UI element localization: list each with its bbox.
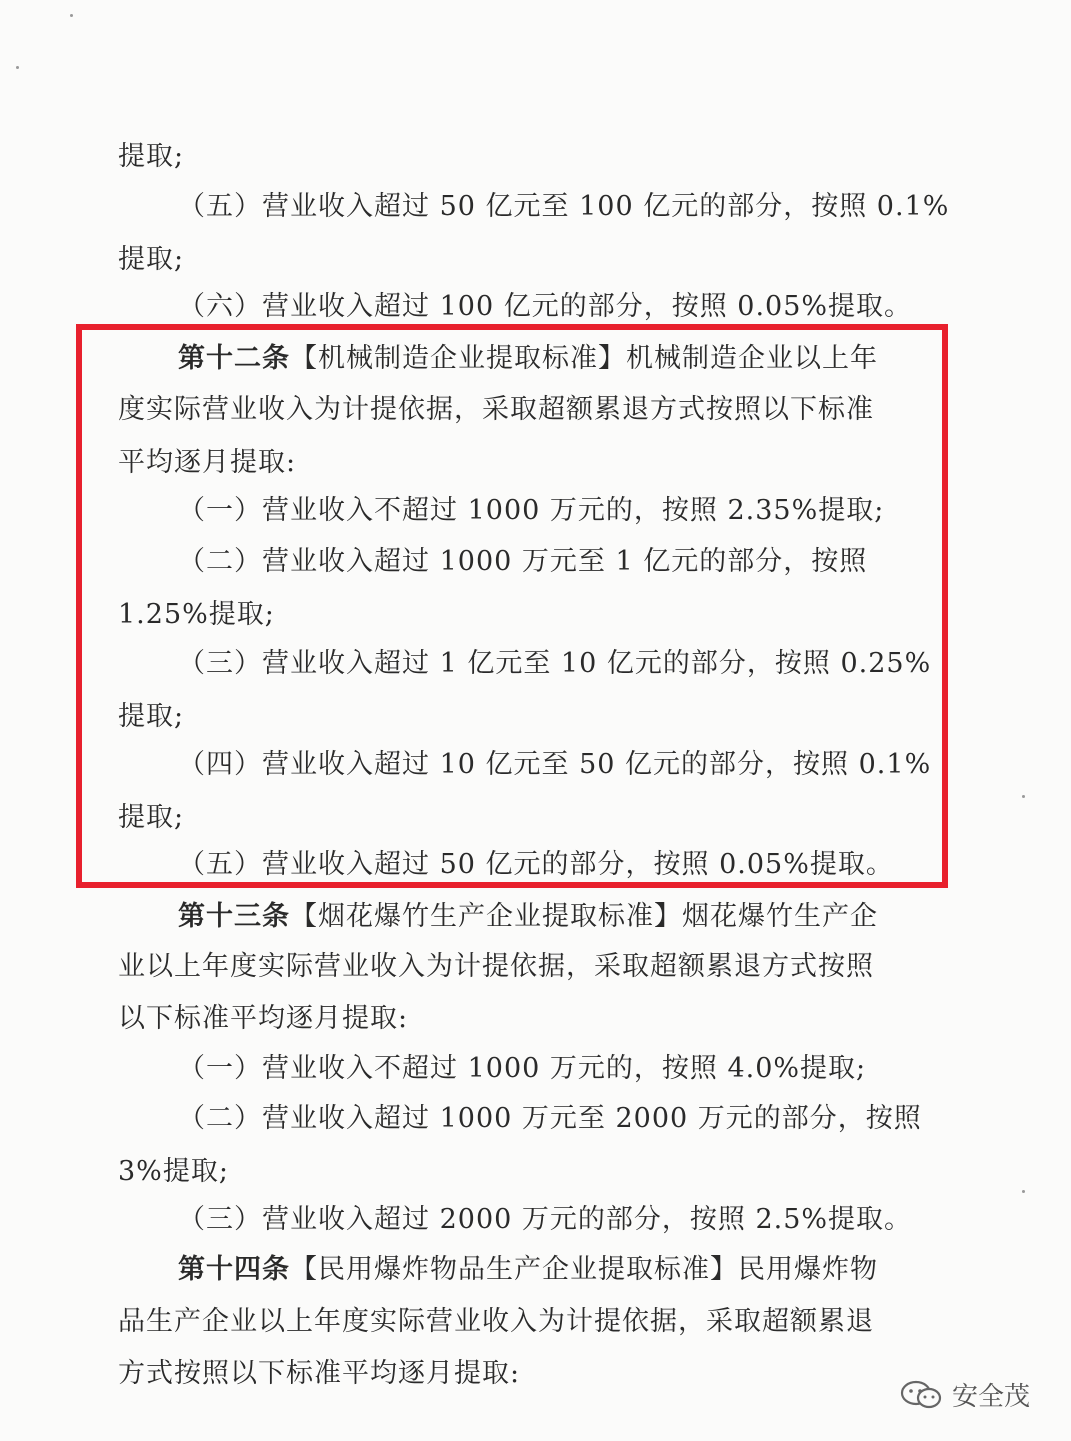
document-text-line: 业以上年度实际营业收入为计提依据，采取超额累退方式按照 [118,951,874,982]
document-text-line: 提取; [118,701,185,732]
article-heading-text: 【民用爆炸物品生产企业提取标准】民用爆炸物 [290,1254,878,1285]
document-text-line: （五）营业收入超过 50 亿元的部分，按照 0.05%提取。 [178,849,894,880]
document-text-line: （三）营业收入超过 2000 万元的部分，按照 2.5%提取。 [178,1204,913,1235]
document-text-line: 提取; [118,244,185,275]
scan-speck [16,66,19,69]
watermark [900,1376,1030,1413]
article-heading-line [178,900,878,934]
document-text-line: 方式按照以下标准平均逐月提取: [118,1358,521,1389]
document-text-line: （一）营业收入不超过 1000 万元的，按照 2.35%提取; [178,495,885,526]
scan-speck [1022,795,1025,798]
document-text-line: 品生产企业以上年度实际营业收入为计提依据，采取超额累退 [118,1306,874,1337]
document-text-line: 平均逐月提取: [118,447,297,478]
highlight-frame [76,324,948,888]
document-text-line: （六）营业收入超过 100 亿元的部分，按照 0.05%提取。 [178,291,913,322]
article-number: 第十三条 [178,901,290,932]
watermark-label: 安全茂 [952,1382,1031,1412]
article-number: 第十四条 [178,1254,290,1285]
document-text-line: 3%提取; [118,1156,229,1187]
article-heading-text: 【烟花爆竹生产企业提取标准】烟花爆竹生产企 [290,901,878,932]
document-text-line: （二）营业收入超过 1000 万元至 2000 万元的部分，按照 [178,1103,922,1134]
article-heading-text: 【机械制造企业提取标准】机械制造企业以上年 [290,343,878,374]
wechat-icon [900,1379,944,1411]
scan-speck [1022,1190,1025,1193]
document-text-line: 1.25%提取; [118,599,275,630]
scan-speck [70,14,73,17]
document-text-line: （二）营业收入超过 1000 万元至 1 亿元的部分，按照 [178,546,868,577]
article-number: 第十二条 [178,343,290,374]
document-text-line: 度实际营业收入为计提依据，采取超额累退方式按照以下标准 [118,394,874,425]
document-text-line: 提取; [118,141,185,172]
document-text-line: （四）营业收入超过 10 亿元至 50 亿元的部分，按照 0.1% [178,749,932,780]
article-heading-line [178,1253,878,1287]
document-text-line: 提取; [118,802,185,833]
document-text-line: （三）营业收入超过 1 亿元至 10 亿元的部分，按照 0.25% [178,648,932,679]
document-text-line: 以下标准平均逐月提取: [118,1003,409,1034]
document-text-line: （五）营业收入超过 50 亿元至 100 亿元的部分，按照 0.1% [178,191,950,222]
document-text-line: （一）营业收入不超过 1000 万元的，按照 4.0%提取; [178,1053,867,1084]
